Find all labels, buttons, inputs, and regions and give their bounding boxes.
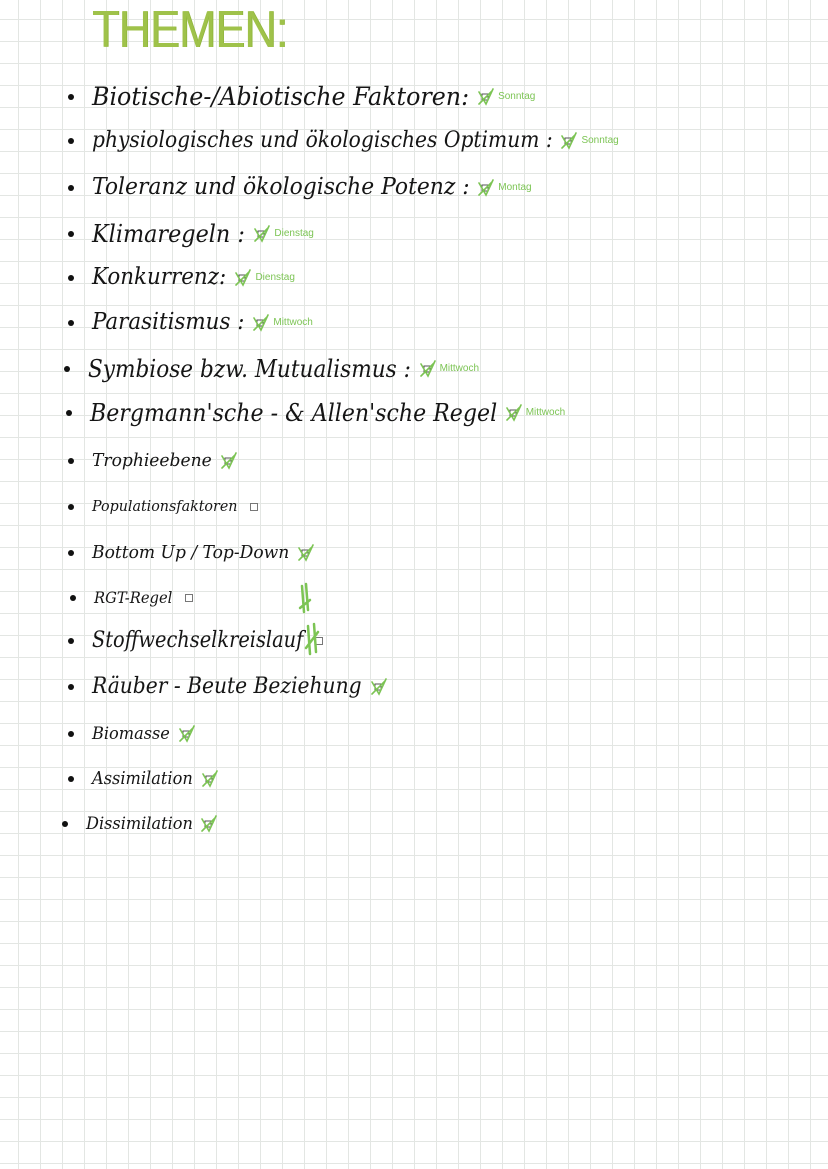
topic-label: Klimaregeln : (92, 220, 245, 248)
topic-item (68, 222, 314, 246)
topic-label: Biomasse (92, 723, 170, 744)
page-title: THEMEN: (92, 1, 288, 59)
topic-item (68, 770, 219, 788)
bullet-point (68, 684, 74, 690)
checkmark-icon (201, 770, 219, 788)
topic-item (68, 311, 313, 334)
topic-item (70, 590, 193, 606)
bullet-point (68, 550, 74, 556)
checkmark-icon (234, 269, 252, 287)
topic-label: Assimilation (92, 768, 193, 789)
weekday-note: Sonntag (498, 90, 536, 102)
weekday-note: Sonntag (581, 135, 619, 146)
topic-label: Biotische-/Abiotische Faktoren: (92, 82, 470, 111)
green-scribble-marks (292, 578, 332, 658)
bullet-point (68, 185, 74, 191)
topic-item (68, 544, 315, 562)
checkmark-icon (560, 132, 578, 150)
checkmark-icon (505, 404, 523, 422)
checkmark-icon (220, 452, 238, 470)
topic-item (68, 84, 535, 109)
topic-item (66, 401, 565, 425)
weekday-note: Mittwoch (273, 316, 313, 328)
checkmark-icon (370, 678, 388, 696)
topic-item (68, 266, 295, 289)
topic-label: Trophieebene (92, 450, 212, 471)
topic-label: Symbiose bzw. Mutualismus : (88, 355, 411, 383)
topic-label: Konkurrenz: (92, 264, 227, 290)
topic-item (68, 676, 388, 698)
bullet-point (68, 638, 74, 644)
topic-item (68, 176, 532, 199)
weekday-note: Mittwoch (439, 363, 480, 374)
weekday-note: Dienstag (274, 228, 314, 239)
checkmark-icon (178, 725, 196, 743)
topic-label: RGT-Regel (94, 588, 173, 607)
topic-item (68, 452, 238, 470)
topic-label: Bottom Up / Top-Down (92, 542, 290, 563)
topic-label: Toleranz und ökologische Potenz : (92, 174, 470, 200)
checkmark-icon (477, 179, 495, 197)
topic-label: physiologisches und ökologisches Optimum : (92, 128, 553, 153)
weekday-note: Mittwoch (525, 407, 566, 418)
topic-item (62, 815, 218, 833)
checkmark-icon (252, 314, 270, 332)
bullet-point (68, 94, 74, 100)
bullet-point (64, 366, 70, 372)
bullet-point (68, 138, 74, 144)
bullet-point (68, 504, 74, 510)
bullet-point (68, 776, 74, 782)
weekday-note: Montag (498, 181, 532, 193)
topic-label: Stoffwechselkreislauf (92, 628, 304, 653)
topic-label: Populationsfaktoren (92, 497, 238, 515)
weekday-note: Dienstag (255, 271, 295, 283)
empty-checkbox-icon (250, 503, 258, 511)
checkmark-icon (200, 815, 218, 833)
checkmark-icon (419, 360, 437, 378)
topic-item (68, 725, 196, 743)
bullet-point (70, 595, 76, 601)
topic-label: Parasitismus : (92, 309, 245, 335)
checkmark-icon (477, 88, 495, 106)
topic-item (68, 130, 619, 152)
topic-item (68, 630, 323, 652)
checkmark-icon (253, 225, 271, 243)
bullet-point (68, 320, 74, 326)
bullet-point (66, 410, 72, 416)
bullet-point (68, 458, 74, 464)
empty-checkbox-icon (185, 594, 193, 602)
bullet-point (68, 231, 74, 237)
topic-item (68, 499, 258, 514)
topic-label: Dissimilation (86, 813, 193, 834)
bullet-point (68, 731, 74, 737)
checkmark-icon (297, 544, 315, 562)
topic-item (64, 357, 479, 381)
topic-label: Räuber - Beute Beziehung (92, 674, 362, 699)
topic-label: Bergmann'sche - & Allen'sche Regel (90, 399, 498, 427)
bullet-point (68, 275, 74, 281)
bullet-point (62, 821, 68, 827)
